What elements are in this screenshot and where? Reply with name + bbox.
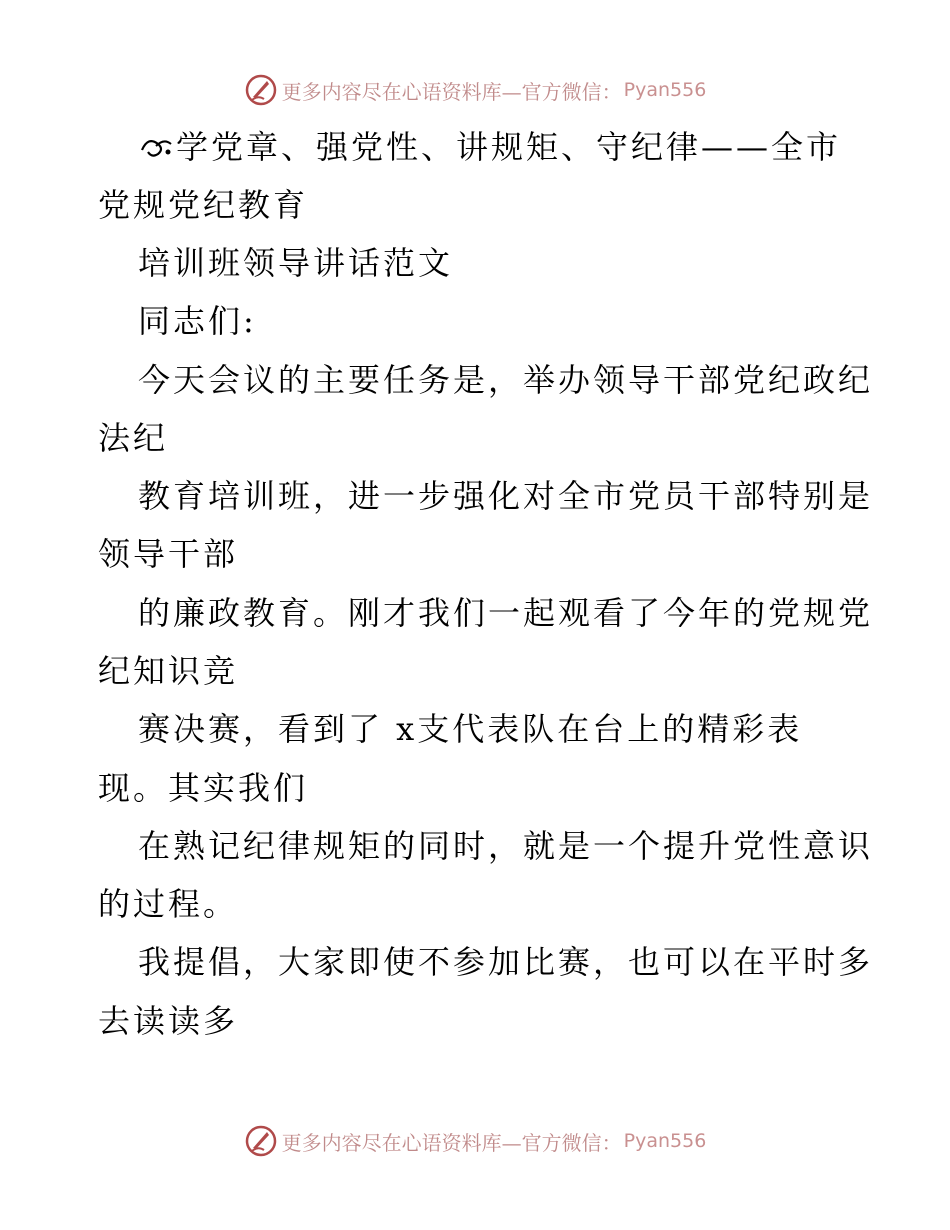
paragraph-line: 的过程。 — [98, 885, 239, 923]
watermark-account: Pyan556 — [623, 79, 707, 101]
paragraph-line: 的廉政教育。刚才我们一起观看了今年的党规党 — [138, 594, 874, 632]
paragraph-line: 赛决赛，看到了 x支代表队在台上的精彩表 — [138, 710, 803, 748]
paragraph-line: 去读读多 — [98, 1002, 239, 1040]
paragraph-line: 领导干部 — [98, 535, 239, 573]
watermark-text: 更多内容尽在心语资料库—官方微信： — [281, 1130, 622, 1155]
quill-seal-logo — [244, 73, 278, 107]
quill-seal-logo — [244, 1124, 278, 1158]
floral-bullet-icon — [138, 132, 174, 162]
salutation: 同志们: — [138, 302, 257, 340]
title-line-3: 培训班领导讲话范文 — [138, 244, 454, 282]
paragraph-line: 法纪 — [98, 419, 169, 457]
paragraph-line: 现。其实我们 — [98, 769, 309, 807]
watermark-account: Pyan556 — [623, 1130, 707, 1152]
footer-watermark — [0, 1121, 950, 1161]
paragraph-line: 教育培训班，进一步强化对全市党员干部特别是 — [138, 477, 874, 515]
paragraph-line: 在熟记纪律规矩的同时，就是一个提升党性意识 — [138, 827, 874, 865]
title-line-1 — [138, 127, 841, 167]
paragraph-line: 今天会议的主要任务是，举办领导干部党纪政纪 — [138, 361, 874, 399]
paragraph-line: 纪知识竞 — [98, 652, 239, 690]
title-line-2: 党规党纪教育 — [98, 186, 309, 224]
title-text-1: 学党章、强党性、讲规矩、守纪律——全市 — [176, 128, 842, 166]
paragraph-line: 我提倡，大家即使不参加比赛，也可以在平时多 — [138, 943, 874, 981]
header-watermark — [0, 70, 950, 110]
watermark-text: 更多内容尽在心语资料库—官方微信： — [281, 79, 622, 104]
